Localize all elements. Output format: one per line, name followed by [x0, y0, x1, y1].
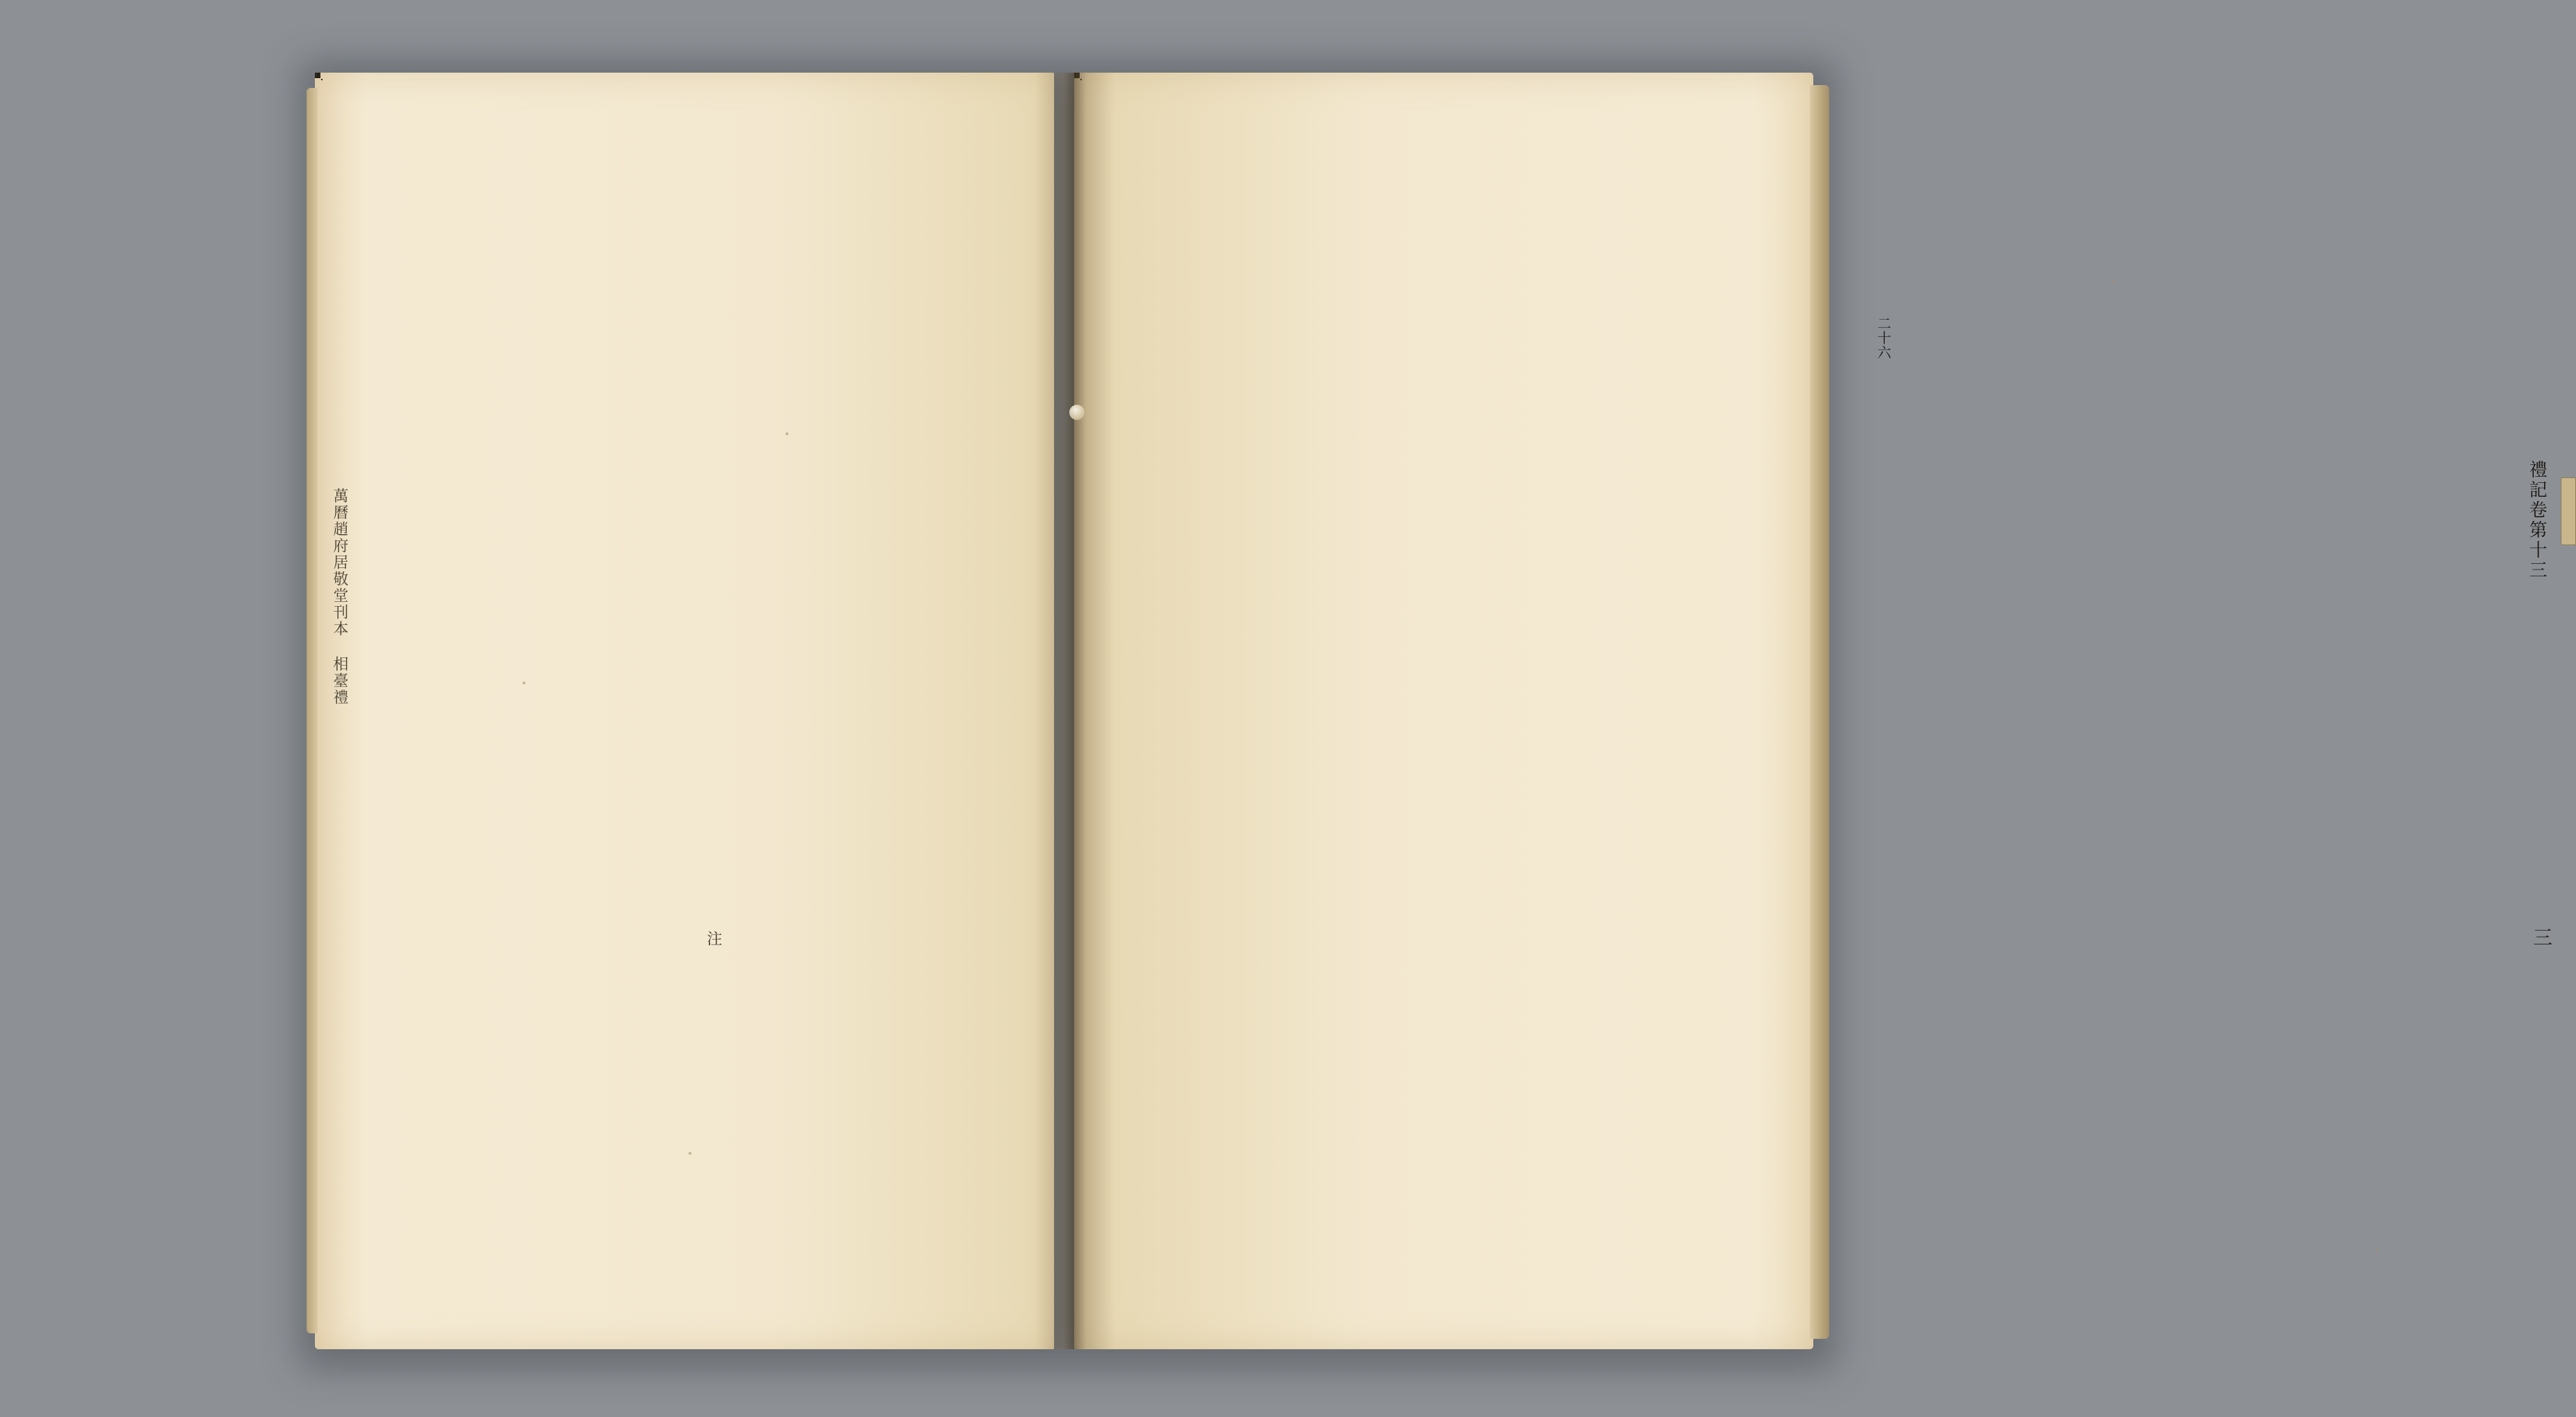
page-marker: 二十六 [1875, 316, 1892, 360]
volume-title-tab: 禮記卷第十三 [2526, 460, 2547, 580]
open-book [315, 73, 2553, 1349]
book-fore-edge-left [307, 88, 318, 1333]
binding-thread-dot [1069, 405, 1085, 420]
page-tab-marker [2561, 477, 2576, 545]
text-block-frame-left [315, 73, 320, 78]
edition-side-label: 萬曆趙府居敬堂刊本 相臺禮 [331, 488, 348, 706]
book-gutter [1035, 73, 1115, 1349]
folio-number: 三 [2530, 927, 2553, 947]
book-page-right [1074, 73, 2553, 1349]
ink-stamp-mark: 注 [705, 931, 722, 946]
book-page-left [315, 73, 1054, 1349]
text-block-inner-border-left [321, 79, 323, 80]
book-fore-edge-right [1810, 85, 1829, 1339]
